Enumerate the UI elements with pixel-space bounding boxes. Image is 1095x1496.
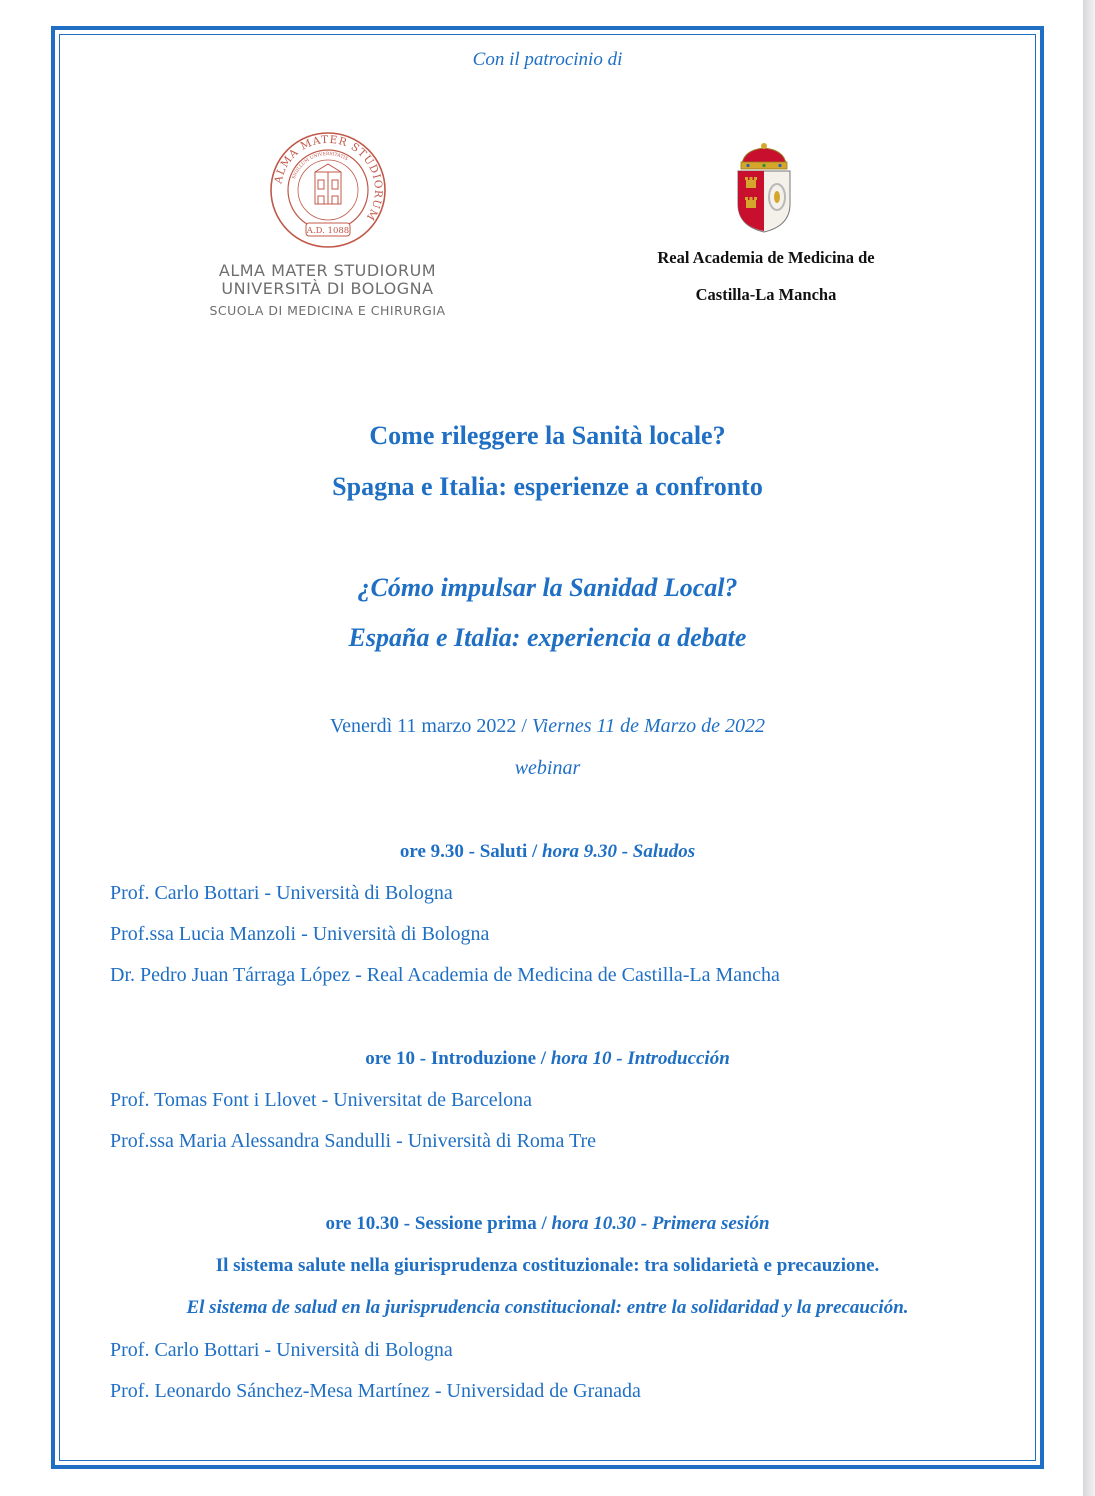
event-format: webinar <box>514 757 581 779</box>
event-date-separator: / <box>516 715 532 737</box>
session-heading-italian: ore 10 - Introduzione <box>365 1048 537 1069</box>
seal-year-text: A.D. 1088 <box>306 226 350 236</box>
speaker-line: Dr. Pedro Juan Tárraga López - Real Academia de Medicina de Castilla-La Mancha <box>110 964 780 986</box>
speaker-line: Prof. Leonardo Sánchez-Mesa Martínez - Universidad de Granada <box>110 1380 641 1402</box>
event-date-italian: Venerdì 11 marzo 2022 <box>329 715 517 737</box>
page-border <box>51 26 1044 1469</box>
patronage-line: Con il patrocinio di <box>472 49 623 70</box>
session-heading: ore 10 - Introduzione / hora 10 - Introducción <box>365 1048 730 1069</box>
academy-name-line1: Real Academia de Medicina de <box>657 248 875 267</box>
session-heading: ore 9.30 - Saluti / hora 9.30 - Saludos <box>399 841 696 862</box>
session-heading-spanish: hora 10 - Introducción <box>550 1048 730 1069</box>
session-heading-spanish: hora 10.30 - Primera sesión <box>551 1213 770 1234</box>
event-date-spanish: Viernes 11 de Marzo de 2022 <box>531 715 766 737</box>
title-spanish-line2: España e Italia: experiencia a debate <box>348 623 747 652</box>
school-name: SCUOLA DI MEDICINA E CHIRURGIA <box>209 303 446 318</box>
title-spanish-line1: ¿Cómo impulsar la Sanidad Local? <box>357 573 738 602</box>
university-name-line2: UNIVERSITÀ DI BOLOGNA <box>221 279 434 298</box>
university-seal-logo <box>268 130 388 250</box>
session-heading-spanish: hora 9.30 - Saludos <box>542 841 696 862</box>
speaker-line: Prof. Carlo Bottari - Università di Bologna <box>110 882 453 904</box>
page-shadow-edge <box>1083 0 1095 1496</box>
title-italian-line2: Spagna e Italia: esperienze a confronto <box>332 472 763 501</box>
speaker-line: Prof. Carlo Bottari - Università di Bologna <box>110 1339 453 1361</box>
university-name-line1: ALMA MATER STUDIORUM <box>218 261 437 280</box>
speaker-line: Prof.ssa Lucia Manzoli - Università di Bologna <box>110 923 490 945</box>
session-topic-spanish: El sistema de salud en la jurisprudencia constitucional: entre la solidaridad y la precaución. <box>186 1297 909 1318</box>
session-heading: ore 10.30 - Sessione prima / hora 10.30 - Primera sesión <box>325 1213 770 1234</box>
academy-name-line2: Castilla-La Mancha <box>695 285 837 304</box>
session-heading-italian: ore 9.30 - Saluti <box>399 841 528 862</box>
title-italian-line1: Come rileggere la Sanità locale? <box>369 421 726 450</box>
academy-crest-logo <box>734 142 794 234</box>
session-heading-italian: ore 10.30 - Sessione prima <box>325 1213 537 1234</box>
event-date <box>0 715 1095 738</box>
session-topic-italian: Il sistema salute nella giurisprudenza costituzionale: tra solidarietà e precauzione. <box>215 1255 880 1276</box>
seal-ring-text: ALMA MATER STUDIORUM <box>272 133 385 223</box>
speaker-line: Prof. Tomas Font i Llovet - Universitat de Barcelona <box>110 1089 533 1111</box>
speaker-line: Prof.ssa Maria Alessandra Sandulli - Università di Roma Tre <box>110 1130 597 1152</box>
seal-inner-text: SIGILLUM UNIVERSITATIS <box>291 151 349 180</box>
